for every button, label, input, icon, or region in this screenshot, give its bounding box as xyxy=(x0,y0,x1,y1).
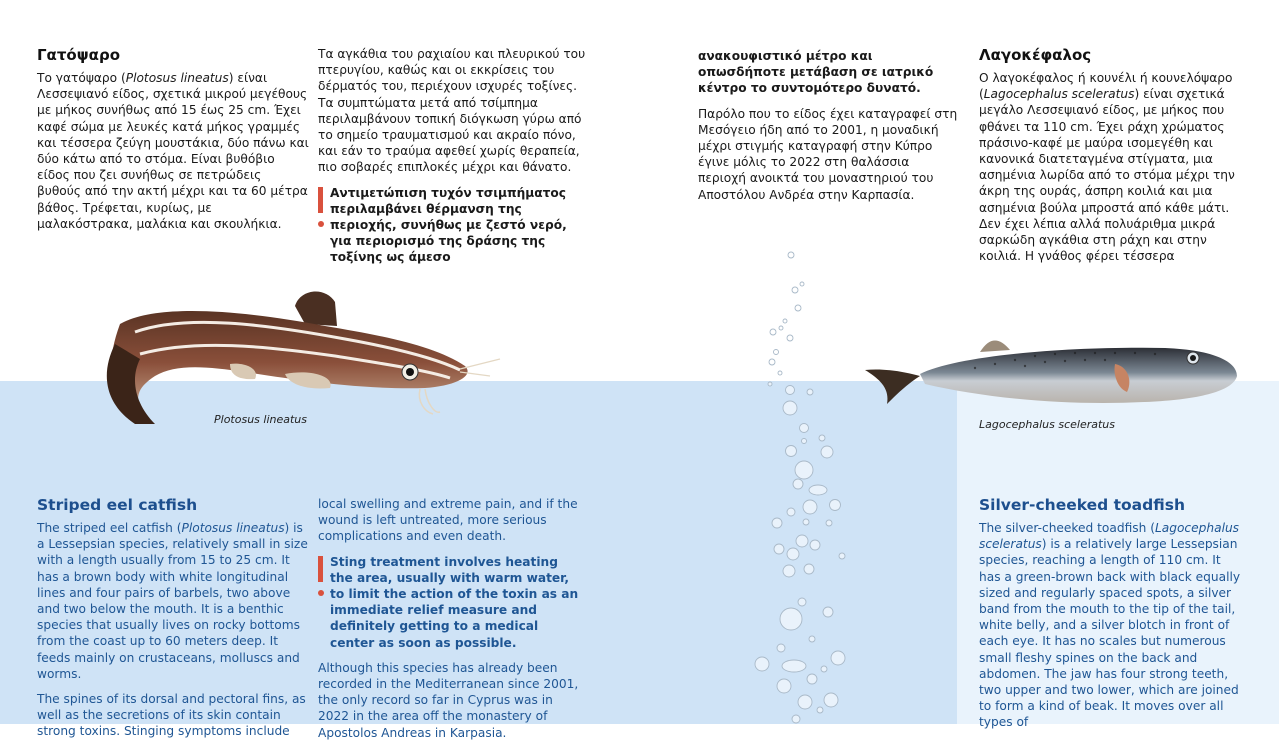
english-toadfish-title: Silver-cheeked toadfish xyxy=(979,496,1185,514)
english-toadfish-section xyxy=(979,495,1244,740)
greek-toadfish-description xyxy=(979,70,1241,264)
greek-toadfish-section xyxy=(979,45,1241,273)
greek-warning-box xyxy=(318,185,590,266)
english-catfish-section xyxy=(37,495,309,749)
greek-catfish-section xyxy=(37,45,309,241)
english-catfish-continued xyxy=(318,496,580,750)
english-catfish-toxins-continued: local swelling and extreme pain, and if the wound is left untreated, more serious complications and even death. xyxy=(318,497,578,544)
text: The striped eel catfish ( xyxy=(37,521,182,535)
text: ) είναι Λεσσεψιανό είδος, σχετικά μικρού μεγέθους με μήκος συνήθως από 15 έως 25 cm. Έχει καφέ σώμα με λευκές κατά μήκος γραμμές και τέσσερα ζεύγη μουστάκια, δύο πάνω και δύο κάτω από το στόμα. Είναι βυθόβιο είδος που ζει συνήθως σε πετρώδεις βυθούς από την ακτή μέχρι και τα 60 μέτρα βάθος. Τρέφεται, κυρίως, με μαλακόστρακα, μαλάκια και σκουλήκια. xyxy=(37,71,309,231)
catfish-caption: Plotosus lineatus xyxy=(214,413,308,426)
exclamation-mark-icon xyxy=(318,187,323,213)
exclamation-dot xyxy=(318,590,324,596)
greek-catfish-continued xyxy=(698,48,960,212)
english-warning-box xyxy=(318,554,580,651)
text: ) είναι σχετικά μεγάλο Λεσσεψιανό είδος, με μήκος που φθάνει τα 110 cm. Έχει ράχη χρώματος πράσινο-καφέ με μαύρα ισομεγέθη και κανονικά διατεταγμένα στίγματα, μια ασημένια λωρίδα από το στόμα μέχρι την άκρη της ουράς, άσπρη κοιλιά και μια ασημένια βούλα μπροστά από κάθε μάτι. Δεν έχει λέπια αλλά πολυάριθμα μικρά σαρκώδη αγκάθια στη ράχη και στην κοιλιά. Η γνάθος φέρει τέσσερα xyxy=(979,87,1235,264)
greek-warning-text: Αντιμετώπιση τυχόν τσιμπήματος περιλαμβάνει θέρμανση της περιοχής, συνήθως με ζεστό νερό, για περιορισμό της δράσης της τοξίνης ως άμεσο xyxy=(330,185,567,265)
english-catfish-record: Although this species has already been recorded in the Mediterranean since 2001, the only record so far in Cyprus was in 2022 in the area off the monastery of Apostolos Andreas in Karpasia. xyxy=(318,660,579,740)
english-warning-text: Sting treatment involves heating the area, usually with warm water, to limit the action of the toxin as an immediate relief measure and definitely getting to a medical center as soon as possible. xyxy=(330,554,579,650)
english-catfish-toxins: The spines of its dorsal and pectoral fins, as well as the secretions of its skin contain strong toxins. Stinging symptoms include xyxy=(37,692,306,739)
text: ) is a relatively large Lessepsian species, reaching a length of 110 cm. It has a green-brown back with black equally sized and regularly spaced spots, a silver band from the mouth to the tip of the tail, white belly, and a silver blotch in front of each eye. It has no scales but numerous small fleshy spines on the back and abdomen. The jaw has four strong teeth, two upper and two lower, which are joined to form a kind of beak. It moves over all types of xyxy=(979,537,1241,730)
text: The silver-cheeked toadfish ( xyxy=(979,521,1155,535)
scientific-name: Plotosus lineatus xyxy=(125,71,229,85)
bubbles-decoration xyxy=(740,240,860,724)
toadfish-image xyxy=(865,334,1245,414)
greek-toadfish-title: Λαγοκέφαλος xyxy=(979,46,1092,64)
exclamation-mark-icon xyxy=(318,556,323,582)
text: Ο λαγοκέφαλος ή κουνέλι ή κουνελόψαρο ( xyxy=(979,71,1233,102)
greek-catfish-toxins-text: Τα αγκάθια του ραχιαίου και πλευρικού του πτερυγίου, καθώς και οι εκκρίσεις του δέρματός του, περιέχουν ισχυρές τοξίνες. Τα συμπτώματα μετά από τσίμπημα περιλαμβάνουν τοπική διόγκωση γύρω από το σημείο τραυματισμού και ακραίο πόνο, και εάν το τραύμα αφεθεί χωρίς θεραπεία, πιο σοβαρές επιπλοκές μέχρι και θάνατο. xyxy=(318,47,586,175)
exclamation-dot xyxy=(318,221,324,227)
text: Το γατόψαρο ( xyxy=(37,71,126,85)
greek-warning-continued: ανακουφιστικό μέτρο και οπωσδήποτε μετάβαση σε ιατρικό κέντρο το συντομότερο δυνατό. xyxy=(698,49,934,96)
greek-catfish-description xyxy=(37,70,309,232)
greek-catfish-title: Γατόψαρο xyxy=(37,46,120,64)
english-toadfish-description xyxy=(979,520,1244,731)
greek-catfish-toxins xyxy=(318,46,590,275)
catfish-image xyxy=(95,284,505,429)
english-catfish-title: Striped eel catfish xyxy=(37,496,198,514)
greek-catfish-record: Παρόλο που το είδος έχει καταγραφεί στη Μεσόγειο ήδη από το 2001, η μοναδική μέχρι στιγμής καταγραφή στην Κύπρο έγινε μόλις το 2022 στη θαλάσσια περιοχή ανοικτά του μοναστηριού του Αποστόλου Ανδρέα στην Καρπασία. xyxy=(698,106,958,202)
toadfish-caption: Lagocephalus sceleratus xyxy=(979,418,1115,431)
scientific-name: Plotosus lineatus xyxy=(181,521,285,535)
scientific-name: Lagocephalus sceleratus xyxy=(979,521,1240,552)
english-catfish-description xyxy=(37,520,309,682)
scientific-name: Lagocephalus sceleratus xyxy=(983,87,1135,102)
text: ) is a Lessepsian species, relatively small in size with a length usually from 15 to 25 cm. It has a brown body with white longitudinal lines and four pairs of barbels, two above and two below the mouth. It is a benthic species that usually lives on rocky bottoms from the coast up to 60 meters deep. It feeds mainly on crustaceans, molluscs and worms. xyxy=(37,521,308,681)
